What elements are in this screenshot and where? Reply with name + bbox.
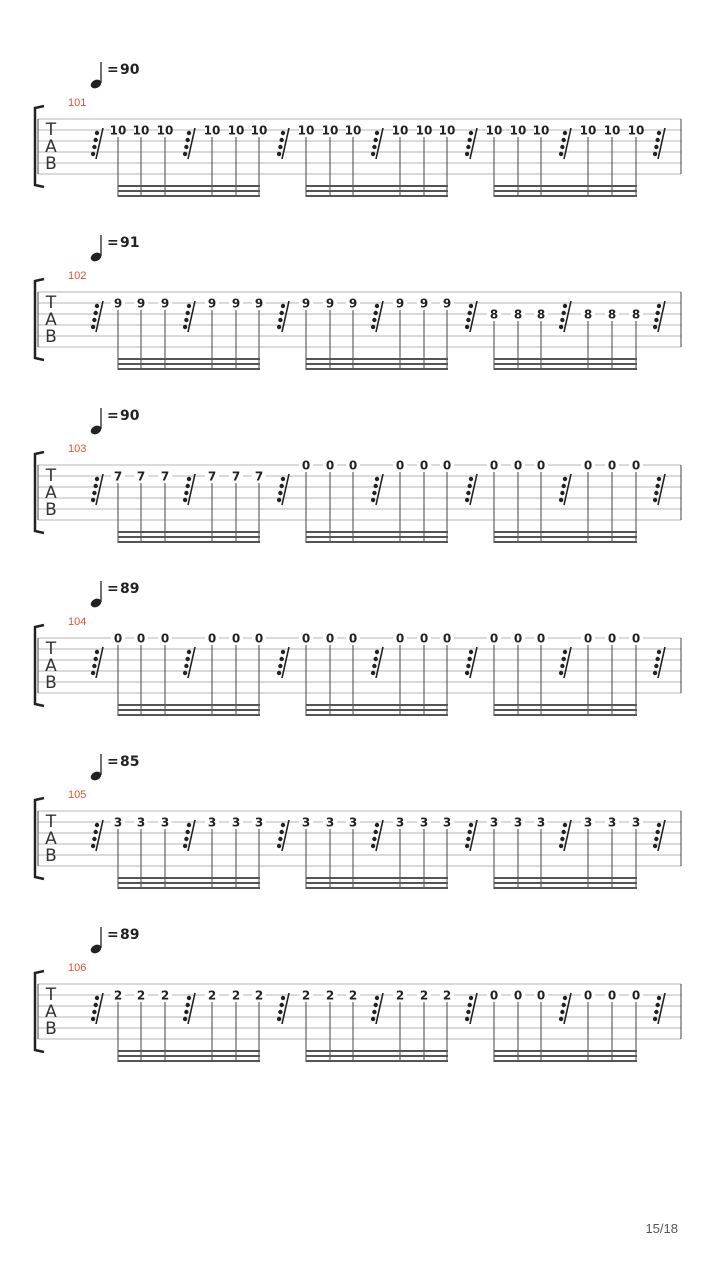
sixteenth-rest-icon [277, 128, 289, 159]
tab-clef-letter: T [45, 120, 57, 140]
beam-group [494, 877, 637, 889]
fret-number: 9 [442, 296, 452, 311]
fret-number: 8 [607, 307, 617, 322]
fret-number: 2 [301, 988, 311, 1003]
sixteenth-rest-icon [277, 993, 289, 1024]
tab-clef-letter: T [45, 293, 57, 313]
fret-number: 3 [325, 815, 335, 830]
fret-number: 10 [344, 123, 362, 138]
fret-number: 3 [254, 815, 264, 830]
sixteenth-rest-icon [465, 820, 477, 851]
beam [306, 536, 448, 538]
fret-number: 2 [254, 988, 264, 1003]
fret-number: 9 [395, 296, 405, 311]
beam [306, 368, 448, 370]
sixteenth-rest-icon [559, 820, 571, 851]
measure-number: 103 [68, 443, 87, 455]
fret-number: 10 [509, 123, 527, 138]
beam [118, 185, 260, 187]
tab-system [35, 581, 681, 716]
beam [306, 363, 448, 365]
beam [118, 358, 260, 360]
sixteenth-rest-icon [91, 647, 103, 678]
fret-number: 0 [419, 631, 429, 646]
fret-number: 3 [113, 815, 123, 830]
fret-number: 10 [579, 123, 597, 138]
tempo-value: 85 [120, 754, 140, 770]
fret-number: 2 [160, 988, 170, 1003]
fret-number: 0 [583, 631, 593, 646]
system-bracket [35, 279, 44, 360]
fret-number: 2 [207, 988, 217, 1003]
fret-number: 0 [325, 458, 335, 473]
fret-number: 0 [513, 458, 523, 473]
fret-number: 0 [631, 988, 641, 1003]
fret-number: 10 [203, 123, 221, 138]
fret-number: 9 [207, 296, 217, 311]
fret-number: 0 [348, 458, 358, 473]
sixteenth-rest-icon [183, 993, 195, 1024]
beam [306, 531, 448, 533]
fret-number: 7 [231, 469, 241, 484]
beam [118, 714, 260, 716]
beam-group [306, 185, 448, 197]
beam [118, 195, 260, 197]
sixteenth-rest-icon [653, 820, 665, 851]
tab-clef-letter: B [45, 327, 57, 347]
beam [494, 368, 637, 370]
sixteenth-rest-icon [277, 301, 289, 332]
tempo-equals: = [107, 62, 119, 78]
system-bracket [35, 625, 44, 706]
fret-number: 2 [231, 988, 241, 1003]
fret-number: 9 [419, 296, 429, 311]
fret-number: 3 [301, 815, 311, 830]
fret-number: 8 [489, 307, 499, 322]
fret-number: 0 [583, 988, 593, 1003]
beam [118, 363, 260, 365]
fret-number: 0 [113, 631, 123, 646]
sixteenth-rest-icon [91, 474, 103, 505]
beam-group [494, 704, 637, 716]
fret-number: 0 [607, 458, 617, 473]
fret-number: 7 [136, 469, 146, 484]
sixteenth-rest-icon [653, 301, 665, 332]
beam [494, 536, 637, 538]
fret-number: 0 [442, 458, 452, 473]
beam-group [118, 877, 260, 889]
tempo-marking [89, 408, 139, 436]
tempo-value: 89 [120, 927, 140, 943]
beam-group [118, 1050, 260, 1062]
fret-number: 8 [536, 307, 546, 322]
fret-number: 0 [301, 458, 311, 473]
beam [494, 358, 637, 360]
beam [494, 541, 637, 543]
beam [494, 190, 637, 192]
fret-number: 3 [395, 815, 405, 830]
beam [494, 531, 637, 533]
fret-number: 3 [513, 815, 523, 830]
tempo-marking [89, 235, 139, 263]
fret-number: 10 [297, 123, 315, 138]
beam-group [494, 531, 637, 543]
fret-number: 9 [113, 296, 123, 311]
fret-number: 0 [395, 458, 405, 473]
beam [118, 541, 260, 543]
sixteenth-rest-icon [277, 474, 289, 505]
beam-group [306, 358, 448, 370]
system-bracket [35, 971, 44, 1052]
sixteenth-rest-icon [91, 820, 103, 851]
sixteenth-rest-icon [371, 647, 383, 678]
tempo-equals: = [107, 408, 119, 424]
measure-number: 102 [68, 270, 87, 282]
fret-number: 7 [113, 469, 123, 484]
fret-number: 9 [301, 296, 311, 311]
tab-system [35, 62, 681, 197]
fret-number: 10 [627, 123, 645, 138]
sixteenth-rest-icon [91, 128, 103, 159]
sixteenth-rest-icon [653, 647, 665, 678]
sixteenth-rest-icon [465, 993, 477, 1024]
tempo-marking [89, 581, 139, 609]
beam-group [118, 531, 260, 543]
beam [306, 882, 448, 884]
fret-number: 0 [536, 988, 546, 1003]
fret-number: 0 [325, 631, 335, 646]
fret-number: 9 [160, 296, 170, 311]
beam [494, 1055, 637, 1057]
tab-system [35, 235, 681, 370]
tab-clef-letter: T [45, 985, 57, 1005]
fret-number: 3 [207, 815, 217, 830]
fret-number: 3 [160, 815, 170, 830]
fret-number: 0 [160, 631, 170, 646]
fret-number: 2 [113, 988, 123, 1003]
fret-number: 10 [603, 123, 621, 138]
beam [494, 704, 637, 706]
fret-number: 9 [348, 296, 358, 311]
beam [494, 185, 637, 187]
beam [494, 877, 637, 879]
fret-number: 0 [607, 631, 617, 646]
fret-number: 9 [254, 296, 264, 311]
fret-number: 7 [160, 469, 170, 484]
beam [494, 714, 637, 716]
fret-number: 2 [136, 988, 146, 1003]
measure-number: 101 [68, 97, 87, 109]
tempo-marking [89, 62, 139, 90]
beam-group [494, 1050, 637, 1062]
system-bracket [35, 106, 44, 187]
beam [118, 368, 260, 370]
tab-clef-letter: A [45, 483, 57, 503]
tempo-equals: = [107, 581, 119, 597]
tab-clef-letter: A [45, 1002, 57, 1022]
sixteenth-rest-icon [91, 301, 103, 332]
fret-number: 0 [231, 631, 241, 646]
beam [306, 190, 448, 192]
sixteenth-rest-icon [183, 820, 195, 851]
fret-number: 3 [607, 815, 617, 830]
beam [306, 877, 448, 879]
beam [118, 531, 260, 533]
fret-number: 0 [136, 631, 146, 646]
beam [306, 358, 448, 360]
sixteenth-rest-icon [465, 647, 477, 678]
fret-number: 10 [532, 123, 550, 138]
beam [306, 887, 448, 889]
tempo-value: 91 [120, 235, 140, 251]
tempo-equals: = [107, 235, 119, 251]
tab-clef-letter: T [45, 466, 57, 486]
fret-number: 9 [325, 296, 335, 311]
sixteenth-rest-icon [559, 993, 571, 1024]
fret-number: 3 [419, 815, 429, 830]
beam [118, 887, 260, 889]
fret-number: 9 [136, 296, 146, 311]
fret-number: 0 [536, 458, 546, 473]
fret-number: 8 [583, 307, 593, 322]
sixteenth-rest-icon [465, 474, 477, 505]
tab-clef-letter: A [45, 829, 57, 849]
system-bracket [35, 452, 44, 533]
fret-number: 10 [321, 123, 339, 138]
fret-number: 0 [513, 631, 523, 646]
fret-number: 10 [415, 123, 433, 138]
beam [306, 185, 448, 187]
beam-group [494, 185, 637, 197]
tab-clef-letter: B [45, 846, 57, 866]
beam [118, 877, 260, 879]
fret-number: 0 [489, 988, 499, 1003]
tempo-value: 90 [120, 62, 140, 78]
beam-group [118, 704, 260, 716]
fret-number: 8 [513, 307, 523, 322]
beam-group [306, 1050, 448, 1062]
tempo-marking [89, 754, 139, 782]
fret-number: 0 [513, 988, 523, 1003]
sixteenth-rest-icon [183, 474, 195, 505]
beam [494, 1060, 637, 1062]
sixteenth-rest-icon [183, 301, 195, 332]
sixteenth-rest-icon [465, 301, 477, 332]
tab-clef-letter: B [45, 154, 57, 174]
tab-system [35, 754, 681, 889]
tab-clef-letter: B [45, 500, 57, 520]
fret-number: 0 [301, 631, 311, 646]
sixteenth-rest-icon [559, 128, 571, 159]
fret-number: 0 [395, 631, 405, 646]
fret-number: 0 [442, 631, 452, 646]
fret-number: 3 [536, 815, 546, 830]
fret-number: 0 [348, 631, 358, 646]
beam [306, 704, 448, 706]
fret-number: 3 [631, 815, 641, 830]
sixteenth-rest-icon [559, 301, 571, 332]
fret-number: 8 [631, 307, 641, 322]
sixteenth-rest-icon [371, 301, 383, 332]
beam-group [118, 185, 260, 197]
fret-number: 3 [231, 815, 241, 830]
fret-number: 10 [250, 123, 268, 138]
fret-number: 10 [227, 123, 245, 138]
tab-system [35, 408, 681, 543]
fret-number: 0 [254, 631, 264, 646]
fret-number: 9 [231, 296, 241, 311]
fret-number: 0 [489, 631, 499, 646]
sixteenth-rest-icon [91, 993, 103, 1024]
beam [494, 1050, 637, 1052]
beam [118, 709, 260, 711]
fret-number: 0 [536, 631, 546, 646]
tab-system [35, 927, 681, 1062]
beam-group [306, 877, 448, 889]
beam [118, 536, 260, 538]
sixteenth-rest-icon [183, 128, 195, 159]
fret-number: 10 [156, 123, 174, 138]
fret-number: 2 [325, 988, 335, 1003]
fret-number: 0 [631, 458, 641, 473]
fret-number: 3 [489, 815, 499, 830]
fret-number: 0 [607, 988, 617, 1003]
tempo-equals: = [107, 927, 119, 943]
fret-number: 2 [419, 988, 429, 1003]
tempo-marking [89, 927, 139, 955]
beam [306, 1055, 448, 1057]
sixteenth-rest-icon [277, 647, 289, 678]
measure-number: 106 [68, 962, 87, 974]
sixteenth-rest-icon [653, 128, 665, 159]
beam [494, 709, 637, 711]
fret-number: 2 [442, 988, 452, 1003]
fret-number: 0 [207, 631, 217, 646]
sixteenth-rest-icon [559, 647, 571, 678]
page-number: 15/18 [645, 1221, 678, 1236]
fret-number: 3 [136, 815, 146, 830]
beam [494, 887, 637, 889]
beam [118, 1060, 260, 1062]
measure-number: 105 [68, 789, 87, 801]
fret-number: 0 [583, 458, 593, 473]
sixteenth-rest-icon [559, 474, 571, 505]
fret-number: 2 [395, 988, 405, 1003]
beam [494, 195, 637, 197]
beam [306, 541, 448, 543]
tab-clef-letter: A [45, 137, 57, 157]
sixteenth-rest-icon [465, 128, 477, 159]
sixteenth-rest-icon [653, 474, 665, 505]
measure-number: 104 [68, 616, 87, 628]
tab-clef-letter: B [45, 1019, 57, 1039]
fret-number: 10 [438, 123, 456, 138]
tempo-equals: = [107, 754, 119, 770]
tempo-value: 89 [120, 581, 140, 597]
beam [118, 1050, 260, 1052]
tab-clef-letter: A [45, 656, 57, 676]
sixteenth-rest-icon [183, 647, 195, 678]
tab-clef-letter: B [45, 673, 57, 693]
fret-number: 3 [442, 815, 452, 830]
tempo-value: 90 [120, 408, 140, 424]
beam [306, 709, 448, 711]
sixteenth-rest-icon [371, 474, 383, 505]
beam-group [306, 531, 448, 543]
sixteenth-rest-icon [277, 820, 289, 851]
fret-number: 0 [631, 631, 641, 646]
beam [306, 195, 448, 197]
sixteenth-rest-icon [371, 993, 383, 1024]
fret-number: 10 [391, 123, 409, 138]
beam [306, 1060, 448, 1062]
beam [118, 190, 260, 192]
beam [306, 714, 448, 716]
beam-group [306, 704, 448, 716]
fret-number: 3 [583, 815, 593, 830]
tab-clef-letter: T [45, 639, 57, 659]
beam [118, 704, 260, 706]
fret-number: 7 [254, 469, 264, 484]
tab-clef-letter: T [45, 812, 57, 832]
tab-clef-letter: A [45, 310, 57, 330]
system-bracket [35, 798, 44, 879]
fret-number: 0 [489, 458, 499, 473]
fret-number: 10 [132, 123, 150, 138]
fret-number: 7 [207, 469, 217, 484]
beam [494, 363, 637, 365]
sixteenth-rest-icon [371, 128, 383, 159]
fret-number: 0 [419, 458, 429, 473]
beam-group [494, 358, 637, 370]
sixteenth-rest-icon [371, 820, 383, 851]
fret-number: 3 [348, 815, 358, 830]
beam [306, 1050, 448, 1052]
beam [118, 882, 260, 884]
beam-group [118, 358, 260, 370]
fret-number: 2 [348, 988, 358, 1003]
fret-number: 10 [109, 123, 127, 138]
beam [494, 882, 637, 884]
fret-number: 10 [485, 123, 503, 138]
sixteenth-rest-icon [653, 993, 665, 1024]
beam [118, 1055, 260, 1057]
